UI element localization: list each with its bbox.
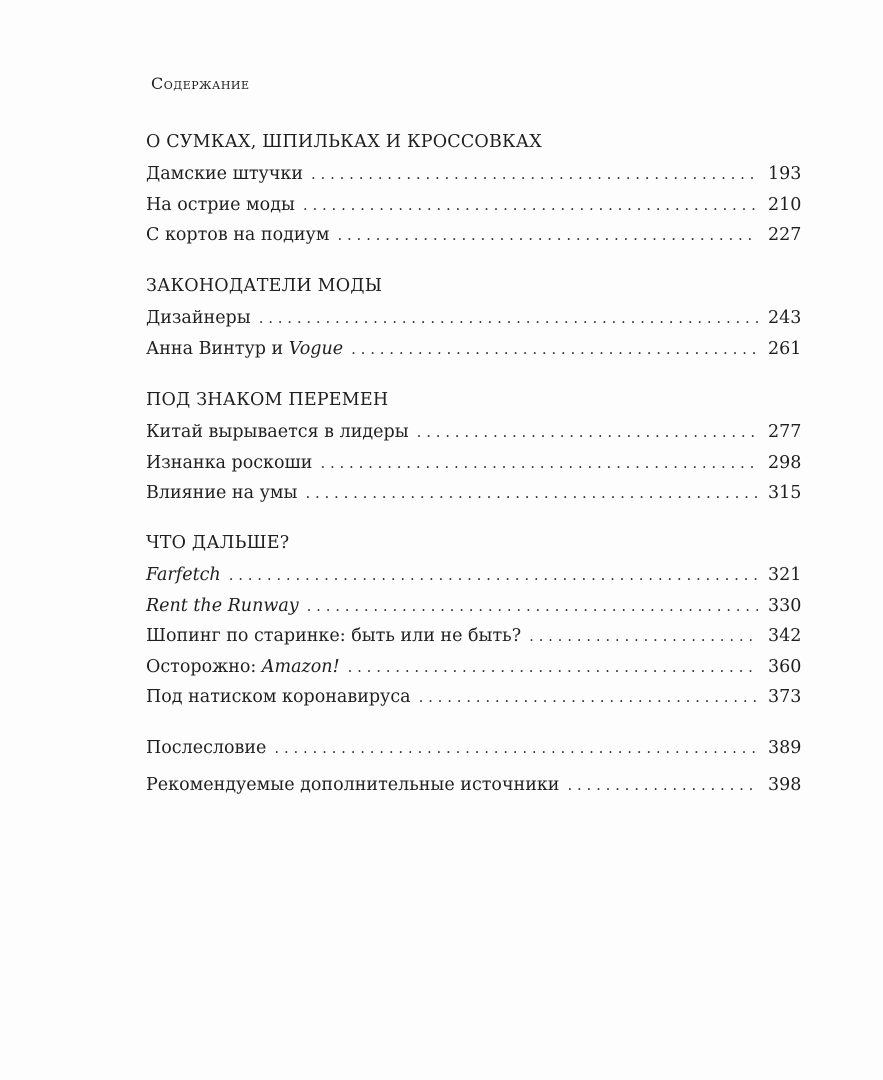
toc-entry[interactable]: [146, 417, 802, 448]
entry-title: Изнанка роскоши: [146, 452, 313, 473]
section-title: ЧТО ДАЛЬШЕ?: [146, 533, 290, 553]
dot-leader: [529, 621, 758, 652]
entry-page: 298: [768, 452, 802, 473]
entry-page: 321: [768, 565, 802, 585]
dot-leader: [259, 303, 758, 334]
dot-leader: [274, 730, 758, 767]
entry-title: Rent the Runway: [146, 595, 299, 616]
entry-title: Рекомендуемые дополнительные источники: [146, 775, 560, 795]
dot-leader: [311, 159, 758, 190]
toc-entry[interactable]: [146, 730, 802, 767]
toc-entry[interactable]: [146, 682, 802, 713]
section-title: ПОД ЗНАКОМ ПЕРЕМЕН: [146, 390, 389, 410]
entry-title-part: Анна Винтур и: [146, 338, 289, 359]
entry-title: На острие моды: [146, 194, 295, 215]
entry-title: Китай вырывается в лидеры: [146, 422, 409, 442]
entry-title: С кортов на подиум: [146, 225, 330, 245]
entry-page: 261: [768, 338, 802, 359]
entry-title: Влияние на умы: [146, 483, 298, 503]
dot-leader: [229, 560, 758, 591]
dot-leader: [348, 652, 758, 683]
toc-section-4: [146, 526, 802, 713]
toc-section-1: [146, 125, 802, 251]
entry-page: 342: [768, 626, 802, 646]
toc-entry[interactable]: [146, 159, 802, 190]
toc-entry[interactable]: [146, 334, 802, 365]
entry-title: Послесловие: [146, 738, 267, 758]
dot-leader: [307, 591, 758, 622]
entry-page: 210: [768, 194, 802, 215]
toc-entry[interactable]: [146, 478, 802, 509]
entry-title: [146, 334, 351, 365]
section-title: ЗАКОНОДАТЕЛИ МОДЫ: [146, 276, 383, 296]
entry-page: 389: [768, 738, 802, 758]
entry-page: 315: [768, 483, 802, 503]
toc-entry[interactable]: [146, 767, 802, 804]
dot-leader: [567, 767, 758, 804]
entry-title: Под натиском коронавируса: [146, 687, 411, 707]
entry-title: Шопинг по старинке: быть или не быть?: [146, 626, 522, 646]
entry-title-part: Осторожно:: [146, 656, 262, 677]
toc-entry[interactable]: [146, 190, 802, 221]
toc-section-2: [146, 269, 802, 364]
entry-page: 277: [768, 422, 802, 442]
dot-leader: [320, 448, 758, 479]
entry-page: 360: [768, 656, 802, 677]
dot-leader: [417, 417, 758, 448]
toc-section-3: [146, 383, 802, 509]
toc-entry[interactable]: [146, 621, 802, 652]
toc-entry[interactable]: [146, 303, 802, 334]
entry-title: Farfetch: [146, 565, 221, 585]
entry-page: 243: [768, 308, 802, 328]
dot-leader: [419, 682, 758, 713]
toc-entry[interactable]: [146, 560, 802, 591]
section-title: О СУМКАХ, ШПИЛЬКАХ И КРОССОВКАХ: [146, 132, 542, 152]
entry-page: 227: [768, 225, 802, 245]
entry-title: [146, 652, 348, 683]
dot-leader: [337, 220, 758, 251]
entry-title-italic: Vogue: [288, 338, 344, 359]
toc-entry[interactable]: [146, 220, 802, 251]
entry-title: Дизайнеры: [146, 308, 251, 328]
dot-leader: [303, 190, 758, 221]
toc-entry[interactable]: [146, 448, 802, 479]
entry-title: Дамские штучки: [146, 164, 304, 184]
entry-page: 373: [768, 687, 802, 707]
dot-leader: [351, 334, 758, 365]
toc-entry[interactable]: [146, 591, 802, 622]
dot-leader: [305, 478, 758, 509]
page-header: Содержание: [151, 74, 250, 93]
entry-page: 398: [768, 775, 802, 795]
toc-back-matter: [146, 730, 802, 804]
entry-page: 330: [768, 595, 802, 616]
entry-title-italic: Amazon!: [261, 656, 340, 677]
entry-page: 193: [768, 164, 802, 184]
toc-entry[interactable]: [146, 652, 802, 683]
